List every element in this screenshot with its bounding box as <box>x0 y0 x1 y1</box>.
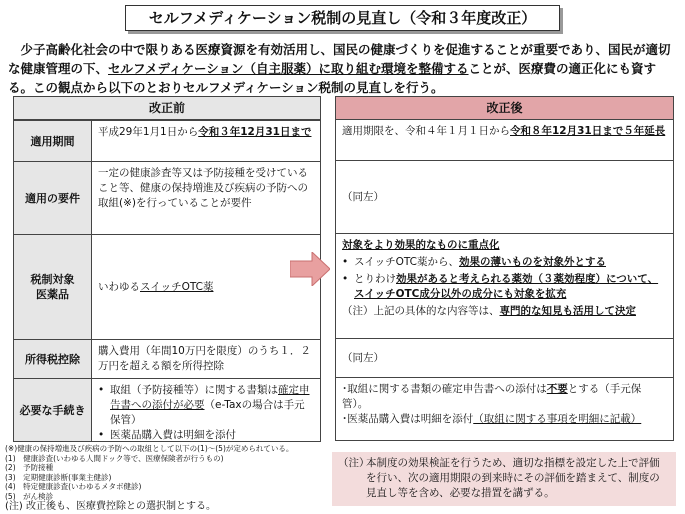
before-row-requirement <box>14 161 320 234</box>
after-deduction <box>336 338 673 377</box>
footnote-item: (1) 健康診査(いわゆる人間ドック等で、医療保険者が行うもの) <box>5 453 224 463</box>
before-period-a: 平成29年1月1日から <box>98 126 199 138</box>
before-procedure-bullet-2: • 医薬品購入費は明細を添付 <box>98 429 236 441</box>
before-row-drugs <box>14 234 320 339</box>
after-drugs-note: （注）上記の具体的な内容等は、専門的な知見も活用して決定 <box>342 305 636 317</box>
footnote-item: (2) 予防接種 <box>5 463 54 472</box>
after-requirement <box>336 160 673 233</box>
before-row-procedure <box>14 378 320 441</box>
before-table <box>13 96 321 442</box>
intro-paragraph <box>8 40 678 97</box>
after-procedure-line-2: ･医薬品購入費は明細を添付（取組に関する事項を明細に記載） <box>342 413 642 425</box>
row-label-drugs <box>14 235 92 339</box>
after-table <box>335 96 674 441</box>
footnotes <box>5 444 325 501</box>
bottom-note-label: （注） <box>338 457 370 469</box>
before-period-u: 令和３年12月31日まで <box>198 126 312 138</box>
after-requirement-text: （同左） <box>342 190 384 203</box>
right-arrow-icon <box>290 252 330 286</box>
footnote-item: (3) 定期健康診断(事業主健診) <box>5 472 112 482</box>
after-procedure-line-1: ･取組に関する書類の確定申告書への添付は不要とする（手元保管）。 <box>342 383 642 410</box>
after-drugs-head: 対象をより効果的なものに重点化 <box>342 239 500 251</box>
bottom-note <box>332 452 676 506</box>
intro-text-a: 少子高齢化社会の中で限りある医療資源を有効活用し、国民の健康づくりを促進することが重要であり、国民が適切な健康管理の下、 <box>8 42 671 76</box>
after-drugs-bullet-2: • とりわけ効果があると考えられる薬効（３薬効程度）について、スイッチOTC成分以外の成分にも対象を拡充 <box>342 273 659 300</box>
before-drugs-u: スイッチOTC薬 <box>140 280 214 293</box>
after-drugs-bullet-1: • スイッチOTC薬から、効果の薄いものを対象外とする <box>342 256 606 268</box>
after-period <box>336 120 673 160</box>
before-drugs-text <box>92 235 320 339</box>
row-label-drugs-2: 医薬品 <box>36 288 69 301</box>
after-header: 改正後 <box>336 97 673 120</box>
row-label-requirement: 適用の要件 <box>14 162 92 234</box>
before-procedure-bullet-1: • 取組（予防接種等）に関する書類は確定申告書への添付が必要（e-Taxの場合は手元保管） <box>98 384 310 426</box>
page-title: セルフメディケーション税制の見直し（令和３年度改正） <box>125 5 560 31</box>
before-drugs-a: いわゆる <box>98 280 140 293</box>
before-procedure-text <box>92 379 320 441</box>
row-label-deduction: 所得税控除 <box>14 340 92 378</box>
footnote-item: (5) がん検診 <box>5 491 54 501</box>
intro-text-underlined: セルフメディケーション（自主服薬）に取り組む環境を整備する <box>108 61 469 76</box>
footnote-lead: (※)健康の保持増進及び疾病の予防への取組として以下の(1)～(5)が定められている。 <box>5 444 294 453</box>
footnote-note: (注) 改正後も、医療費控除との選択制とする。 <box>5 501 216 512</box>
bottom-note-text: 本制度の効果検証を行うため、適切な指標を設定した上で評価を行い、次の適用期限の到来時にその評価を踏まえて、制度の見直し等を含め、必要な措置を講ずる。 <box>366 457 660 499</box>
after-period-u: 令和８年12月31日まで５年延長 <box>510 125 666 137</box>
footnote-item: (4) 特定健康診査(いわゆるメタボ健診) <box>5 482 142 491</box>
before-requirement-text: 一定の健康診査等又は予防接種を受けていること等、健康の保持増進及び疾病の予防への取組(※)を行っていることが要件 <box>98 167 308 209</box>
intro-text-b: ことが、医療費の適正化にも資する。この観点から以下のとおりセルフメディケーション税制の見直しを行う。 <box>8 61 657 95</box>
row-label-procedure: 必要な手続き <box>14 379 92 441</box>
after-procedure <box>336 377 673 440</box>
before-period-text <box>92 121 320 161</box>
before-row-period <box>14 120 320 161</box>
after-deduction-text: （同左） <box>342 351 384 364</box>
row-label-period: 適用期間 <box>14 121 92 161</box>
row-label-drugs-1: 税制対象 <box>30 273 75 286</box>
after-period-a: 適用期限を、令和４年１月１日から <box>342 125 510 137</box>
after-drugs <box>336 233 673 338</box>
before-header: 改正前 <box>14 97 320 120</box>
before-row-deduction <box>14 339 320 378</box>
before-deduction-text: 購入費用（年間10万円を限度）のうち１．２万円を超える額を所得控除 <box>98 345 311 372</box>
